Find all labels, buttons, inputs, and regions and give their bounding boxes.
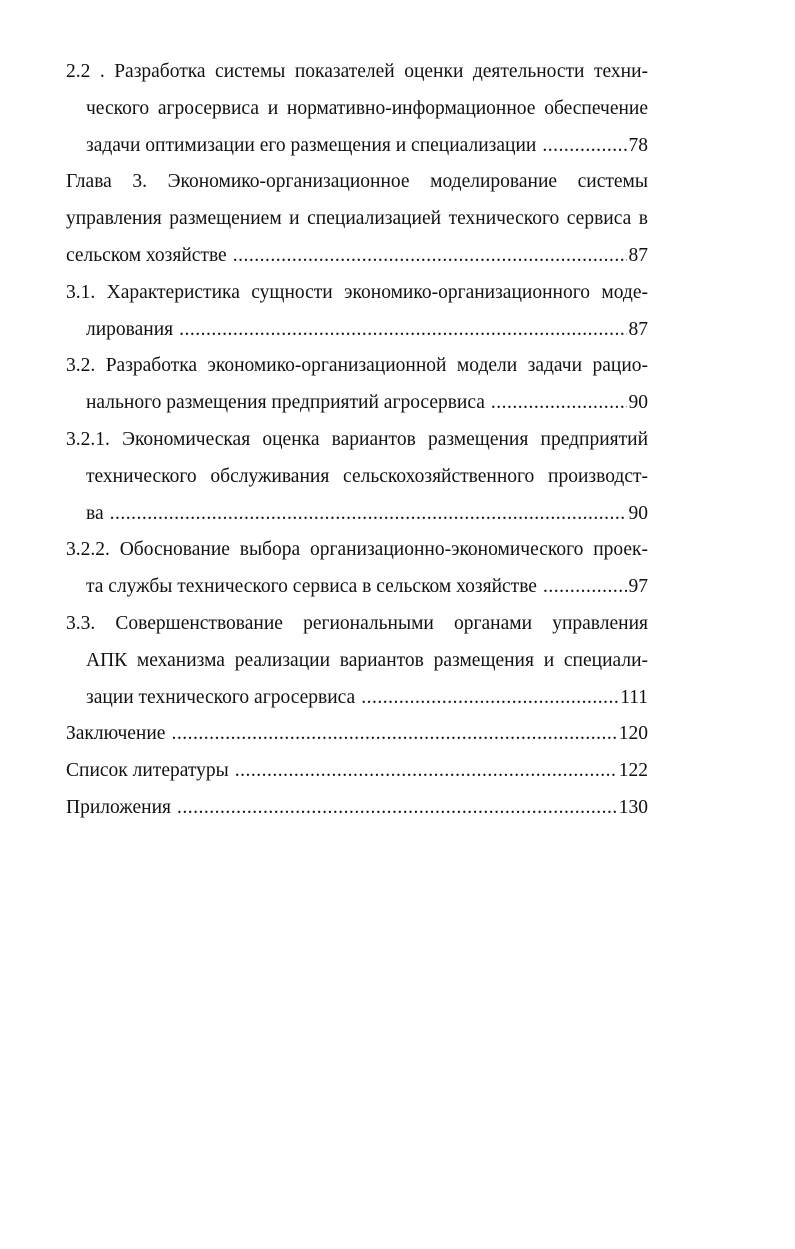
toc-entry-text: нального размещения предприятий агросервиса <box>86 392 485 414</box>
toc-entry-text: технического обслуживания сельскохозяйственного производст- <box>86 465 648 487</box>
toc-entry-text: управления размещением и специализацией технического сервиса в <box>66 208 648 230</box>
dot-leader <box>177 790 617 827</box>
toc-entry-text: ческого агросервиса и нормативно-информационное обеспечение <box>86 97 648 119</box>
toc-entry-text: лирования <box>86 318 174 340</box>
toc-entry-text: 2.2 . Разработка системы показателей оценки деятельности техни- <box>66 61 648 82</box>
toc-entry-3-3 <box>66 606 648 716</box>
toc-entry-2-2 <box>66 54 648 164</box>
toc-entry-text: АПК механизма реализации вариантов размещения и специали- <box>86 649 648 671</box>
toc-entry-last-line <box>66 569 648 606</box>
toc-entry-last-line <box>66 496 648 533</box>
toc-entry-text: Список литературы <box>66 760 229 782</box>
toc-entry-text: сельском хозяйстве <box>66 244 227 266</box>
dot-leader <box>542 128 626 165</box>
page-number: 130 <box>618 796 648 818</box>
toc-entry-text: 3.2.2. Обоснование выбора организационно-экономического проек- <box>66 539 648 561</box>
toc-entry-text: 3.1. Характеристика сущности экономико-организационного моде- <box>66 281 648 303</box>
toc-entry-text: задачи оптимизации его размещения и специализации <box>86 134 537 156</box>
toc-entry-last-line <box>66 312 648 349</box>
dot-leader <box>543 569 627 606</box>
dot-leader <box>233 238 627 275</box>
toc-entry-last-line <box>66 680 648 717</box>
page-number: 90 <box>628 392 648 414</box>
toc-entry-text: 3.2.1. Экономическая оценка вариантов размещения предприятий <box>66 428 648 450</box>
toc-entry-last-line <box>66 238 648 275</box>
page-number: 120 <box>618 723 648 745</box>
page-number: 90 <box>628 502 648 524</box>
dot-leader <box>235 753 617 790</box>
toc-entry-text: та службы технического сервиса в сельском хозяйстве <box>86 576 537 598</box>
table-of-contents <box>66 54 648 827</box>
toc-entry-references <box>66 753 648 790</box>
toc-entry-conclusion <box>66 716 648 753</box>
toc-entry-text: 3.2. Разработка экономико-организационной модели задачи рацио- <box>66 355 648 377</box>
page-number: 78 <box>628 134 648 156</box>
toc-entry-last-line <box>66 128 648 165</box>
page-number: 97 <box>628 576 648 598</box>
dot-leader <box>110 496 627 533</box>
dot-leader <box>491 385 627 422</box>
toc-entry-chapter-3 <box>66 164 648 274</box>
toc-entry-text: 3.3. Совершенствование региональными органами управления <box>66 612 648 634</box>
toc-entry-text: Глава 3. Экономико-организационное моделирование системы <box>66 171 648 193</box>
toc-entry-text: зации технического агросервиса <box>86 686 356 708</box>
dot-leader <box>361 680 618 717</box>
dot-leader <box>179 312 626 349</box>
toc-entry-appendices <box>66 790 648 827</box>
page-number: 87 <box>628 318 648 340</box>
page-number: 122 <box>618 760 648 782</box>
toc-entry-text: ва <box>86 502 104 524</box>
toc-entry-3-2 <box>66 348 648 422</box>
toc-entry-3-2-1 <box>66 422 648 532</box>
toc-entry-last-line <box>66 385 648 422</box>
toc-entry-3-1 <box>66 275 648 349</box>
toc-entry-text: Приложения <box>66 796 171 818</box>
dot-leader <box>171 716 616 753</box>
toc-entry-3-2-2 <box>66 532 648 606</box>
toc-entry-text: Заключение <box>66 723 166 745</box>
page-number: 87 <box>628 244 648 266</box>
page-number: 111 <box>620 686 648 708</box>
